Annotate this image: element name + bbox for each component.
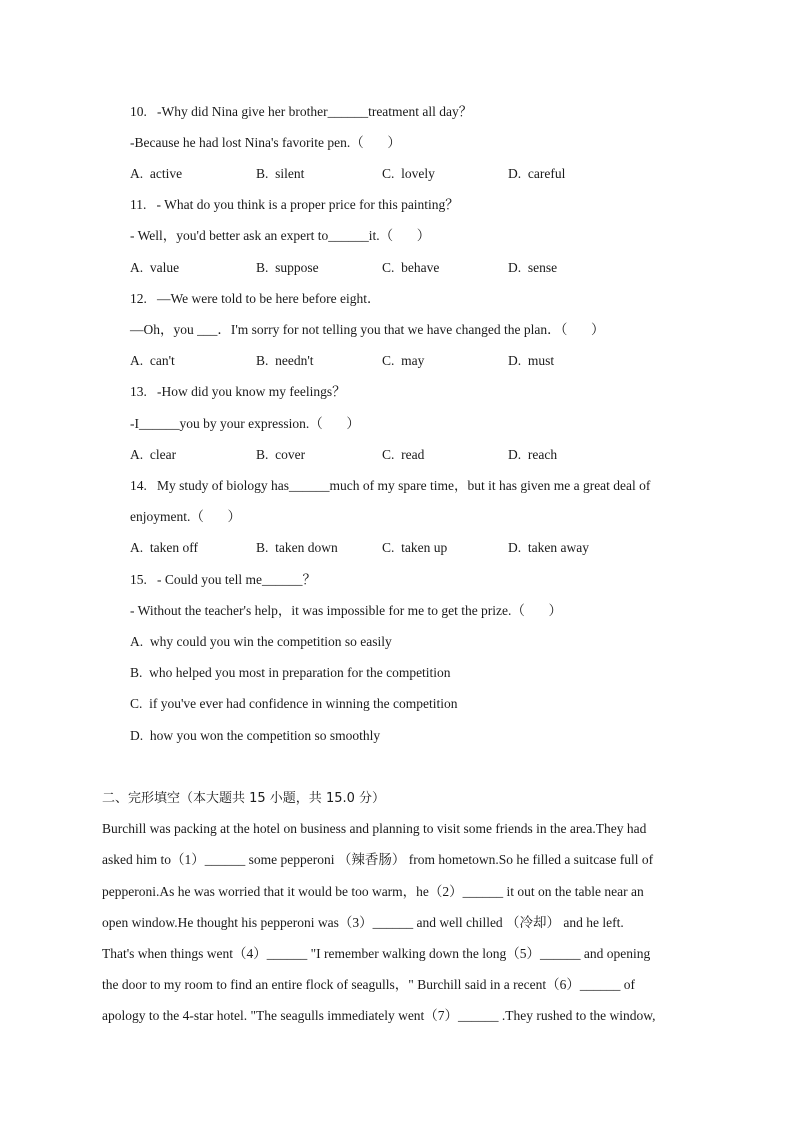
question-15-option-d: D. how you won the competition so smoothly bbox=[130, 728, 381, 743]
question-12-option-c: C. may bbox=[382, 353, 425, 368]
question-14-reply: enjoyment.（ ） bbox=[130, 509, 241, 524]
question-12-reply: —Oh，you ___．I'm sorry for not telling you that we have changed the plan．（ ） bbox=[130, 322, 605, 337]
question-14-option-b: B. taken down bbox=[256, 540, 338, 555]
question-10-stem: 10. -Why did Nina give her brother______treatment all day？ bbox=[130, 104, 473, 119]
question-14-option-c: C. taken up bbox=[382, 540, 448, 555]
question-15-option-c: C. if you've ever had confidence in winning the competition bbox=[130, 696, 458, 711]
section-heading-cloze: 二、完形填空（本大题共 15 小题，共 15.0 分） bbox=[102, 791, 386, 806]
passage-line: asked him to（1）______ some pepperoni （辣香肠） from hometown.So he filled a suitcase full of bbox=[102, 852, 654, 867]
question-12-option-a: A. can't bbox=[130, 353, 175, 368]
question-14-stem: 14. My study of biology has______much of my spare time，but it has given me a great deal of bbox=[130, 478, 651, 493]
question-13-reply: -I______you by your expression.（ ） bbox=[130, 416, 360, 431]
question-12-option-d: D. must bbox=[508, 353, 555, 368]
question-15-reply: - Without the teacher's help，it was impossible for me to get the prize.（ ） bbox=[130, 603, 563, 618]
question-13-option-c: C. read bbox=[382, 447, 425, 462]
question-13-option-a: A. clear bbox=[130, 447, 177, 462]
question-10-option-a: A. active bbox=[130, 166, 183, 181]
passage-line: Burchill was packing at the hotel on business and planning to visit some friends in the area.They had bbox=[102, 821, 647, 836]
passage-line: That's when things went（4）______ "I remember walking down the long（5）______ and opening bbox=[102, 946, 651, 961]
question-11-stem: 11. - What do you think is a proper price for this painting？ bbox=[130, 197, 459, 212]
question-14-option-a: A. taken off bbox=[130, 540, 198, 555]
question-11-option-a: A. value bbox=[130, 260, 180, 275]
question-13-option-b: B. cover bbox=[256, 447, 306, 462]
passage-line: apology to the 4-star hotel. "The seagulls immediately went（7）______ .They rushed to the window, bbox=[102, 1008, 656, 1023]
question-13-stem: 13. -How did you know my feelings？ bbox=[130, 384, 346, 399]
passage-line: open window.He thought his pepperoni was（3）______ and well chilled （冷却） and he left. bbox=[102, 915, 624, 930]
question-10-option-c: C. lovely bbox=[382, 166, 435, 181]
question-11-option-d: D. sense bbox=[508, 260, 558, 275]
question-10-option-d: D. careful bbox=[508, 166, 566, 181]
passage-line: pepperoni.As he was worried that it would be too warm，he（2）______ it out on the table near an bbox=[102, 884, 644, 899]
question-12-option-b: B. needn't bbox=[256, 353, 314, 368]
question-12-stem: 12. —We were told to be here before eight． bbox=[130, 291, 381, 306]
question-14-option-d: D. taken away bbox=[508, 540, 589, 555]
question-10-reply: -Because he had lost Nina's favorite pen.（ ） bbox=[130, 135, 401, 150]
question-13-option-d: D. reach bbox=[508, 447, 558, 462]
question-10-option-b: B. silent bbox=[256, 166, 305, 181]
question-11-reply: - Well，you'd better ask an expert to______it.（ ） bbox=[130, 228, 431, 243]
question-15-stem: 15. - Could you tell me______？ bbox=[130, 572, 316, 587]
passage-line: the door to my room to find an entire flock of seagulls，" Burchill said in a recent（6）______ of bbox=[102, 977, 636, 992]
question-15-option-b: B. who helped you most in preparation for the competition bbox=[130, 665, 451, 680]
question-11-option-c: C. behave bbox=[382, 260, 440, 275]
question-15-option-a: A. why could you win the competition so easily bbox=[130, 634, 392, 649]
question-11-option-b: B. suppose bbox=[256, 260, 319, 275]
